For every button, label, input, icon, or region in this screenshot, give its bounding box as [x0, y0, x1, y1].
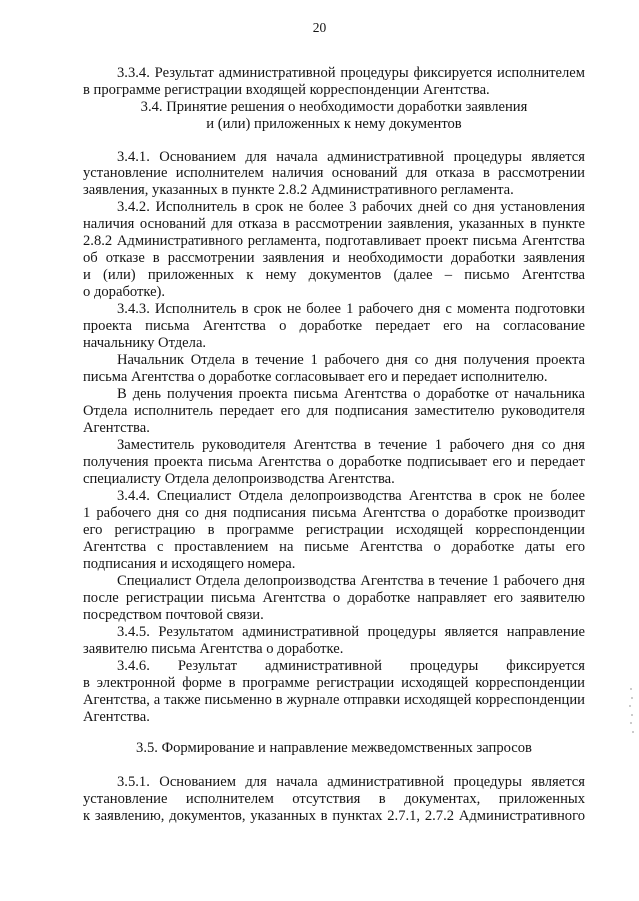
paragraph-line: Отдела исполнитель передает его для подписания заместителю руководителя — [83, 403, 585, 419]
paragraph-line: 3.4.6. Результат административной процедуры фиксируется — [117, 658, 585, 674]
paragraph-line: его регистрацию в программе регистрации исходящей корреспонденции — [83, 522, 585, 538]
paragraph-line: заявителю письма Агентства о доработке. — [83, 641, 344, 657]
section-heading-line: 3.5. Формирование и направление межведомственных запросов — [136, 740, 532, 756]
paragraph-line: 3.3.4. Результат административной процедуры фиксируется исполнителем — [117, 65, 585, 81]
paragraph-line: к заявлению, документов, указанных в пунктах 2.7.1, 2.7.2 Административного — [83, 808, 585, 824]
paragraph-line: Заместитель руководителя Агентства в течение 1 рабочего дня со дня — [117, 437, 585, 453]
paragraph-line: установление исполнителем наличия оснований для отказа в рассмотрении — [83, 165, 585, 181]
paragraph-line: В день получения проекта письма Агентства о доработке от начальника — [117, 386, 585, 402]
paragraph-line: Агентства, а также письменно в журнале отправки исходящей корреспонденции — [83, 692, 585, 708]
paragraph-line: проекта письма Агентства о доработке передает его на согласование — [83, 318, 585, 334]
paragraph-line: 2.8.2 Административного регламента, подготавливает проект письма Агентства — [83, 233, 585, 249]
paragraph-line: 3.4.1. Основанием для начала административной процедуры является — [117, 149, 585, 165]
paragraph-line: 3.4.4. Специалист Отдела делопроизводства Агентства в срок не более — [117, 488, 585, 504]
paragraph-line: подписания и исходящего номера. — [83, 556, 296, 572]
paragraph-line: в программе регистрации входящей корреспонденции Агентства. — [83, 82, 490, 98]
page-number: 20 — [312, 20, 327, 35]
paragraph-line: посредством почтовой связи. — [83, 607, 264, 623]
paragraph-line: 1 рабочего дня со дня подписания письма Агентства о доработке производит — [83, 505, 585, 521]
paragraph-line: Агентства. — [83, 420, 150, 436]
paragraph-line: заявления, указанных в пункте 2.8.2 Административного регламента. — [83, 182, 514, 198]
paragraph-line: Специалист Отдела делопроизводства Агентства в течение 1 рабочего дня — [117, 573, 585, 589]
section-heading-line: 3.4. Принятие решения о необходимости доработки заявления — [140, 99, 528, 115]
paragraph-line: об отказе в рассмотрении заявления и необходимости доработки заявления — [83, 250, 585, 266]
paragraph-line: о доработке). — [83, 284, 166, 300]
paragraph-line: Начальник Отдела в течение 1 рабочего дня со дня получения проекта — [117, 352, 585, 368]
paragraph-line: 3.4.5. Результатом административной процедуры является направление — [117, 624, 585, 640]
paragraph-line: получения проекта письма Агентства о доработке подписывает его и передает — [83, 454, 585, 470]
paragraph-line: и (или) приложенных к нему документов (далее – письмо Агентства — [83, 267, 585, 283]
paragraph-line: наличия оснований для отказа в рассмотрении заявления, указанных в пункте — [83, 216, 585, 232]
paragraph-line: 3.4.2. Исполнитель в срок не более 3 рабочих дней со дня установления — [117, 199, 585, 215]
paragraph-line: в электронной форме в программе регистрации исходящей корреспонденции — [83, 675, 585, 691]
paragraph-line: начальнику Отдела. — [83, 335, 207, 351]
paragraph-line: письма Агентства о доработке согласовывает его и передает исполнителю. — [83, 369, 548, 385]
paragraph-line: установление исполнителем отсутствия в документах, приложенных — [83, 791, 585, 807]
scan-specks — [629, 688, 635, 738]
paragraph-line: Агентства с проставлением на письме Агентства о доработке даты его — [83, 539, 585, 555]
section-heading-line: и (или) приложенных к нему документов — [206, 116, 462, 132]
paragraph-line: специалисту Отдела делопроизводства Агентства. — [83, 471, 395, 487]
paragraph-line: после регистрации письма Агентства о доработке направляет его заявителю — [83, 590, 585, 606]
paragraph-line: 3.5.1. Основанием для начала административной процедуры является — [117, 774, 585, 790]
paragraph-line: 3.4.3. Исполнитель в срок не более 1 рабочего дня с момента подготовки — [117, 301, 585, 317]
paragraph-line: Агентства. — [83, 709, 150, 725]
